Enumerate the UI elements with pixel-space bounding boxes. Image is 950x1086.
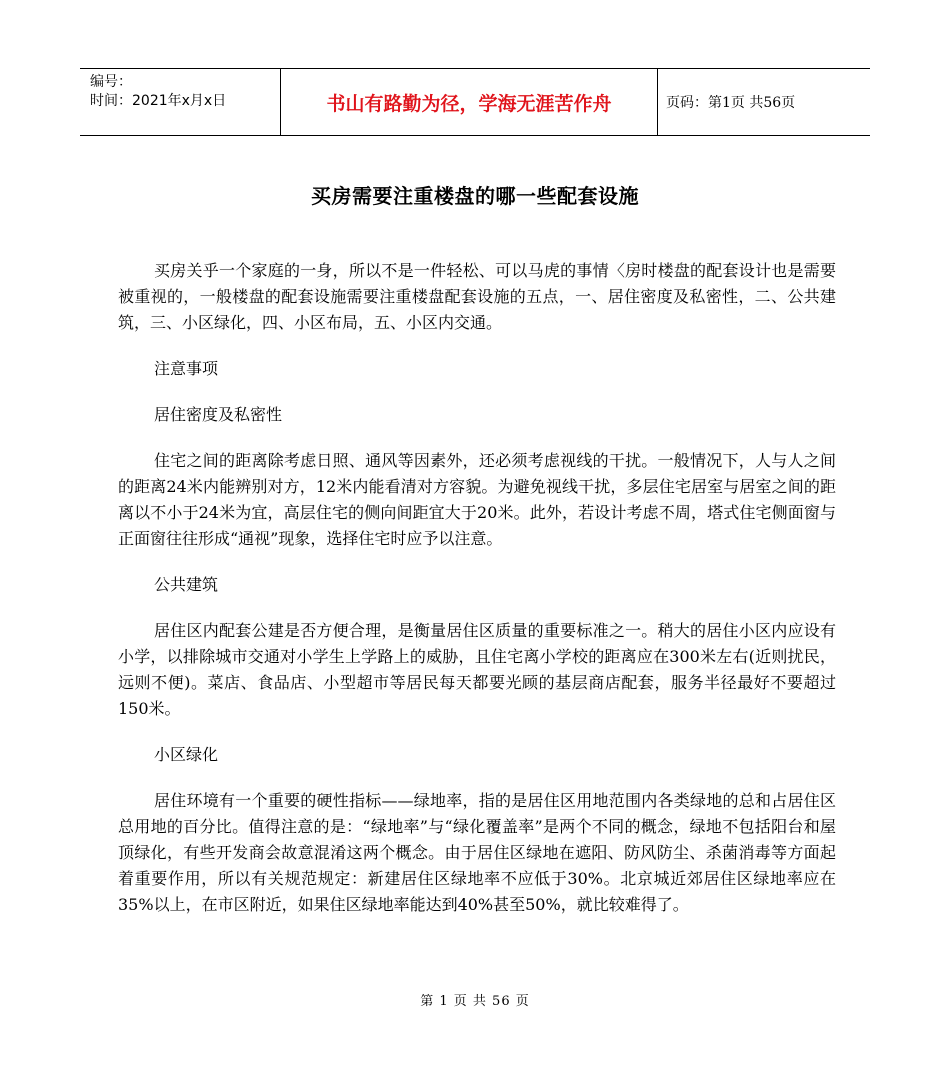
section-heading-greening: 小区绿化 bbox=[154, 745, 219, 764]
section-body-density: 住宅之间的距离除考虑日照、通风等因素外，还必须考虑视线的干扰。一般情况下，人与人之间的距离24米内能辨别对方，12米内能看清对方容貌。为避免视线干扰，多层住宅居室与居室之间的距离以不小于24米为宜，高层住宅的侧向间距宜大于20米。此外，若设计考虑不周，塔式住宅侧面窗与正面窗往往形成“通视”现象，选择住宅时应予以注意。 bbox=[118, 451, 836, 548]
header-page-info: 页码：第1页 共56页 bbox=[666, 95, 796, 111]
page-footer: 第 1 页 共 56 页 bbox=[420, 994, 530, 1009]
number-label: 编号： bbox=[90, 74, 132, 90]
intro-paragraph: 买房关乎一个家庭的一身，所以不是一件轻松、可以马虎的事情〈房时楼盘的配套设计也是需要被重视的，一般楼盘的配套设施需要注重楼盘配套设施的五点，一、居住密度及私密性，二、公共建筑，三、小区绿化，四、小区布局，五、小区内交通。 bbox=[118, 261, 836, 332]
header-motto: 书山有路勤为径，学海无涯苦作舟 bbox=[281, 69, 658, 135]
section-body-greening: 居住环境有一个重要的硬性指标——绿地率，指的是居住区用地范围内各类绿地的总和占居住区总用地的百分比。值得注意的是：“绿地率”与“绿化覆盖率”是两个不同的概念，绿地不包括阳台和屋顶绿化，有些开发商会故意混淆这两个概念。由于居住区绿地在遮阳、防风防尘、杀菌消毒等方面起着重要作用，所以有关规范规定：新建居住区绿地率不应低于30%。北京城近郊居住区绿地率应在35%以上，在市区附近，如果住区绿地率能达到40%甚至50%，就比较难得了。 bbox=[118, 791, 836, 914]
section-body-public-buildings: 居住区内配套公建是否方便合理，是衡量居住区质量的重要标准之一。稍大的居住小区内应设有小学，以排除城市交通对小学生上学路上的威胁，且住宅离小学校的距离应在300米左右(近则扰民，远则不便)。菜店、食品店、小型超市等居民每天都要光顾的基层商店配套，服务半径最好不要超过150米。 bbox=[118, 621, 836, 718]
section-heading-density: 居住密度及私密性 bbox=[154, 405, 283, 424]
date-label: 时间：2021年x月x日 bbox=[90, 93, 227, 109]
header-meta bbox=[80, 69, 281, 135]
document-title: 买房需要注重楼盘的哪一些配套设施 bbox=[311, 184, 639, 208]
document-header bbox=[80, 68, 870, 136]
document-body bbox=[118, 258, 836, 938]
notes-heading: 注意事项 bbox=[154, 359, 219, 378]
section-heading-public-buildings: 公共建筑 bbox=[154, 575, 219, 594]
